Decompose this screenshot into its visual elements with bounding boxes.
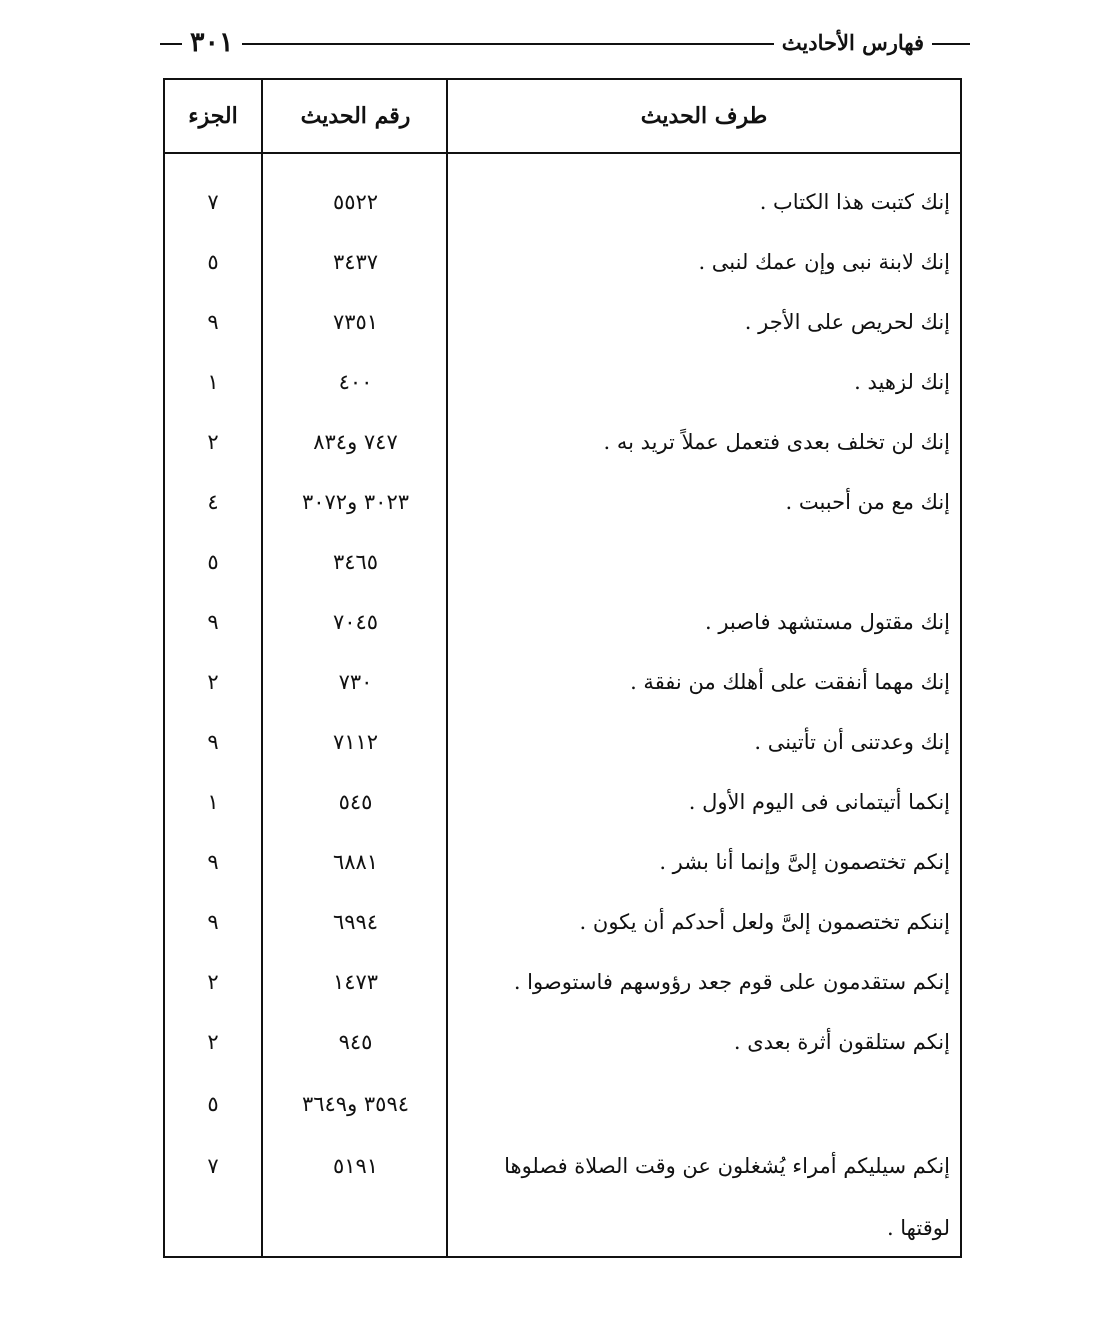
table-row bbox=[165, 532, 960, 592]
hadith-number-cell: ٤٠٠ bbox=[338, 370, 373, 394]
table-row bbox=[165, 1136, 960, 1196]
column-header-hadith-number: رقم الحديث bbox=[300, 103, 411, 129]
hadith-number-cell: ١٤٧٣ bbox=[332, 970, 379, 994]
table-row bbox=[165, 952, 960, 1012]
hadith-index-table bbox=[163, 78, 962, 1258]
hadith-number-cell: ٣٠٢٣ و٣٠٧٢ bbox=[301, 490, 410, 514]
hadith-number-cell: ٦٩٩٤ bbox=[332, 910, 379, 934]
volume-cell: ٢ bbox=[207, 430, 219, 454]
hadith-text-cell: إنك لن تخلف بعدى فتعمل عملاً تريد به . bbox=[603, 430, 950, 454]
hadith-number-cell: ٣٤٣٧ bbox=[332, 250, 379, 274]
table-row bbox=[165, 592, 960, 652]
hadith-number-cell: ٥٤٥ bbox=[338, 790, 373, 814]
volume-cell: ٥ bbox=[207, 550, 219, 574]
volume-cell: ٢ bbox=[207, 670, 219, 694]
volume-cell: ٢ bbox=[207, 1030, 219, 1054]
hadith-number-cell: ٥٥٢٢ bbox=[332, 190, 379, 214]
page-header bbox=[160, 28, 970, 60]
hadith-text-cell: إنك كتبت هذا الكتاب . bbox=[759, 190, 950, 214]
volume-cell: ٩ bbox=[207, 910, 219, 934]
hadith-number-cell: ٩٤٥ bbox=[338, 1030, 373, 1054]
volume-cell: ٩ bbox=[207, 730, 219, 754]
column-header-volume: الجزء bbox=[188, 103, 238, 129]
hadith-text-cell: إنك مع من أحببت . bbox=[785, 490, 950, 514]
volume-cell: ١ bbox=[207, 790, 219, 814]
hadith-number-cell: ٣٥٩٤ و٣٦٤٩ bbox=[301, 1092, 410, 1116]
hadith-number-cell: ٥١٩١ bbox=[332, 1154, 379, 1178]
table-row bbox=[165, 772, 960, 832]
volume-cell: ٩ bbox=[207, 610, 219, 634]
page-number: ٣٠١ bbox=[182, 28, 242, 58]
table-row bbox=[165, 472, 960, 532]
volume-cell: ٥ bbox=[207, 250, 219, 274]
volume-cell: ٧ bbox=[207, 1154, 219, 1178]
hadith-number-cell: ٧٤٧ و٨٣٤ bbox=[313, 430, 398, 454]
hadith-text-cell: إنكما أتيتمانى فى اليوم الأول . bbox=[688, 790, 950, 814]
volume-cell: ٩ bbox=[207, 310, 219, 334]
hadith-text-cell: إنك لابنة نبى وإن عمك لنبى . bbox=[698, 250, 950, 274]
hadith-number-cell: ٧٠٤٥ bbox=[332, 610, 379, 634]
hadith-text-cell: إنكم ستلقون أثرة بعدى . bbox=[733, 1030, 950, 1054]
hadith-number-cell: ٧٣٠ bbox=[338, 670, 373, 694]
table-row bbox=[165, 1198, 960, 1258]
hadith-text-cell: إنك وعدتنى أن تأتينى . bbox=[754, 730, 950, 754]
hadith-text-cell: إننكم تختصمون إلىَّ ولعل أحدكم أن يكون . bbox=[579, 910, 950, 934]
hadith-text-cell: إنك لزهيد . bbox=[854, 370, 950, 394]
hadith-text-cell: إنكم تختصمون إلىَّ وإنما أنا بشر . bbox=[659, 850, 950, 874]
table-row bbox=[165, 712, 960, 772]
table-row bbox=[165, 892, 960, 952]
hadith-number-cell: ٦٨٨١ bbox=[332, 850, 379, 874]
table-row bbox=[165, 232, 960, 292]
hadith-number-cell: ٧١١٢ bbox=[332, 730, 379, 754]
table-row bbox=[165, 292, 960, 352]
hadith-text-cell: إنك مهما أنفقت على أهلك من نفقة . bbox=[630, 670, 950, 694]
volume-cell: ٩ bbox=[207, 850, 219, 874]
volume-cell: ٥ bbox=[207, 1092, 219, 1116]
table-row bbox=[165, 652, 960, 712]
table-row bbox=[165, 832, 960, 892]
table-row bbox=[165, 172, 960, 232]
hadith-text-cell: إنك مقتول مستشهد فاصبر . bbox=[704, 610, 950, 634]
hadith-text-cell: إنكم سيليكم أمراء يُشغلون عن وقت الصلاة فصلوها bbox=[504, 1154, 950, 1178]
running-title: فهارس الأحاديث bbox=[774, 28, 932, 58]
table-row bbox=[165, 1012, 960, 1072]
hadith-number-cell: ٧٣٥١ bbox=[332, 310, 379, 334]
hadith-text-cell: إنك لحريص على الأجر . bbox=[744, 310, 950, 334]
table-row bbox=[165, 352, 960, 412]
volume-cell: ٤ bbox=[207, 490, 219, 514]
table-row bbox=[165, 412, 960, 472]
volume-cell: ٧ bbox=[207, 190, 219, 214]
header-divider bbox=[165, 152, 960, 154]
volume-cell: ٢ bbox=[207, 970, 219, 994]
table-row bbox=[165, 1074, 960, 1134]
hadith-text-cell: لوقتها . bbox=[886, 1216, 950, 1240]
hadith-number-cell: ٣٤٦٥ bbox=[332, 550, 379, 574]
volume-cell: ١ bbox=[207, 370, 219, 394]
hadith-text-cell: إنكم ستقدمون على قوم جعد رؤوسهم فاستوصوا . bbox=[513, 970, 950, 994]
column-header-hadith-text: طرف الحديث bbox=[640, 103, 768, 129]
